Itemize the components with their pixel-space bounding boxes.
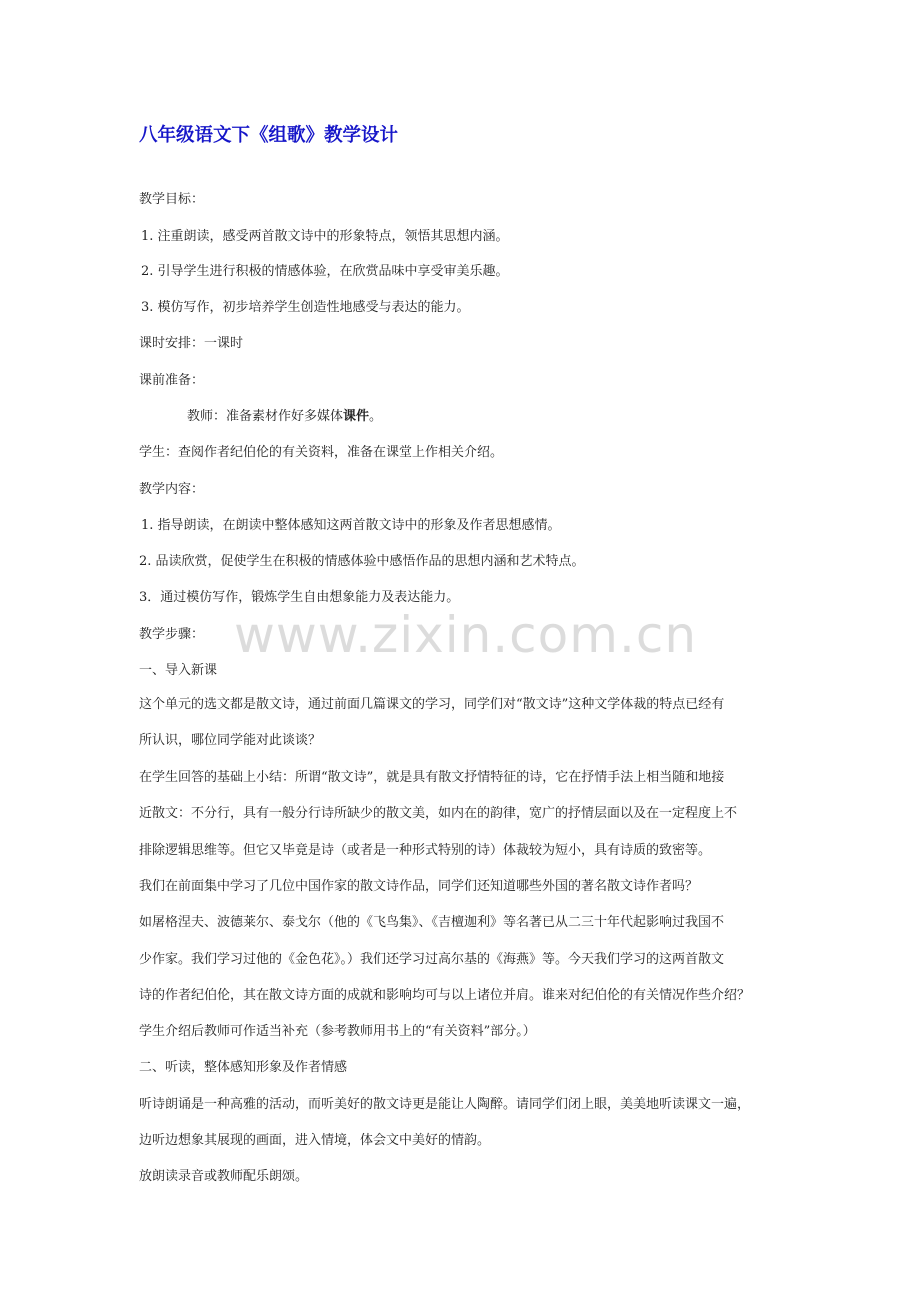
paragraph-line: 听诗朗诵是一种高雅的活动，而听美好的散文诗更是能让人陶醉。请同学们闭上眼，美美地听读课文一遍， [139, 1097, 751, 1112]
paragraph-line: 教学内容： [139, 482, 205, 497]
paragraph-line: 1. 指导朗读，在朗读中整体感知这两首散文诗中的形象及作者思想感情。 [141, 518, 561, 533]
paragraph-line: 这个单元的选文都是散文诗，通过前面几篇课文的学习，同学们对“散文诗”这种文学体裁的特点已经有 [139, 697, 725, 712]
paragraph-line: 学生介绍后教师可作适当补充（参考教师用书上的“有关资料”部分。） [139, 1024, 536, 1039]
paragraph-line: 3．通过模仿写作，锻炼学生自由想象能力及表达能力。 [139, 590, 460, 605]
paragraph-line: 边听边想象其展现的画面，进入情境，体会文中美好的情韵。 [139, 1133, 491, 1148]
paragraph-line: 课前准备： [139, 373, 205, 388]
paragraph-line: 如屠格涅夫、波德莱尔、泰戈尔（他的《飞鸟集》、《吉檀迦利》等名著已从二三十年代起影响过我国不 [139, 915, 725, 930]
paragraph-line: 近散文：不分行，具有一般分行诗所缺少的散文美，如内在的韵律，宽广的抒情层面以及在一定程度上不 [139, 806, 738, 821]
paragraph-line: 3. 模仿写作，初步培养学生创造性地感受与表达的能力。 [141, 300, 470, 315]
watermark: www.zixin.com.cn [234, 606, 698, 664]
paragraph-line: 2. 引导学生进行积极的情感体验，在欣赏品味中享受审美乐趣。 [141, 264, 509, 279]
paragraph-line: 2. 品读欣赏，促使学生在积极的情感体验中感悟作品的思想内涵和艺术特点。 [139, 554, 585, 569]
section-heading: 二、听读，整体感知形象及作者情感 [139, 1060, 348, 1075]
paragraph-line: 放朗读录音或教师配乐朗颂。 [139, 1169, 309, 1184]
paragraph-line: 教学目标： [139, 192, 205, 207]
paragraph-line: 课时安排：一课时 [139, 336, 244, 351]
paragraph-line: 排除逻辑思维等。但它又毕竟是诗（或者是一种形式特别的诗）体裁较为短小，具有诗质的致密等。 [139, 843, 712, 858]
paragraph-line: 1. 注重朗读，感受两首散文诗中的形象特点，领悟其思想内涵。 [141, 229, 509, 244]
document-title: 八年级语文下《组歌》教学设计 [139, 125, 399, 146]
paragraph-line: 教学步骤： [139, 627, 205, 642]
paragraph-line: 我们在前面集中学习了几位中国作家的散文诗作品，同学们还知道哪些外国的著名散文诗作者吗？ [139, 879, 699, 894]
paragraph-line: 所认识，哪位同学能对此谈谈？ [139, 733, 322, 748]
paragraph-line: 诗的作者纪伯伦，其在散文诗方面的成就和影响均可与以上诸位并肩。谁来对纪伯伦的有关情况作些介绍？ [139, 988, 751, 1003]
bold-text-run: 课件 [343, 409, 370, 424]
section-heading: 一、导入新课 [139, 663, 218, 678]
text-run: 教师：准备素材作好多媒体 [187, 409, 344, 424]
paragraph-line: 在学生回答的基础上小结：所谓“散文诗”，就是具有散文抒情特征的诗，它在抒情手法上相当随和地接 [139, 770, 725, 785]
paragraph-line: 学生：查阅作者纪伯伦的有关资料，准备在课堂上作相关介绍。 [139, 445, 504, 460]
paragraph-line: 少作家。我们学习过他的《金色花》。）我们还学习过高尔基的《海燕》等。今天我们学习的这两首散文 [139, 952, 725, 967]
paragraph-line [187, 409, 837, 425]
text-run: 。 [369, 409, 383, 424]
